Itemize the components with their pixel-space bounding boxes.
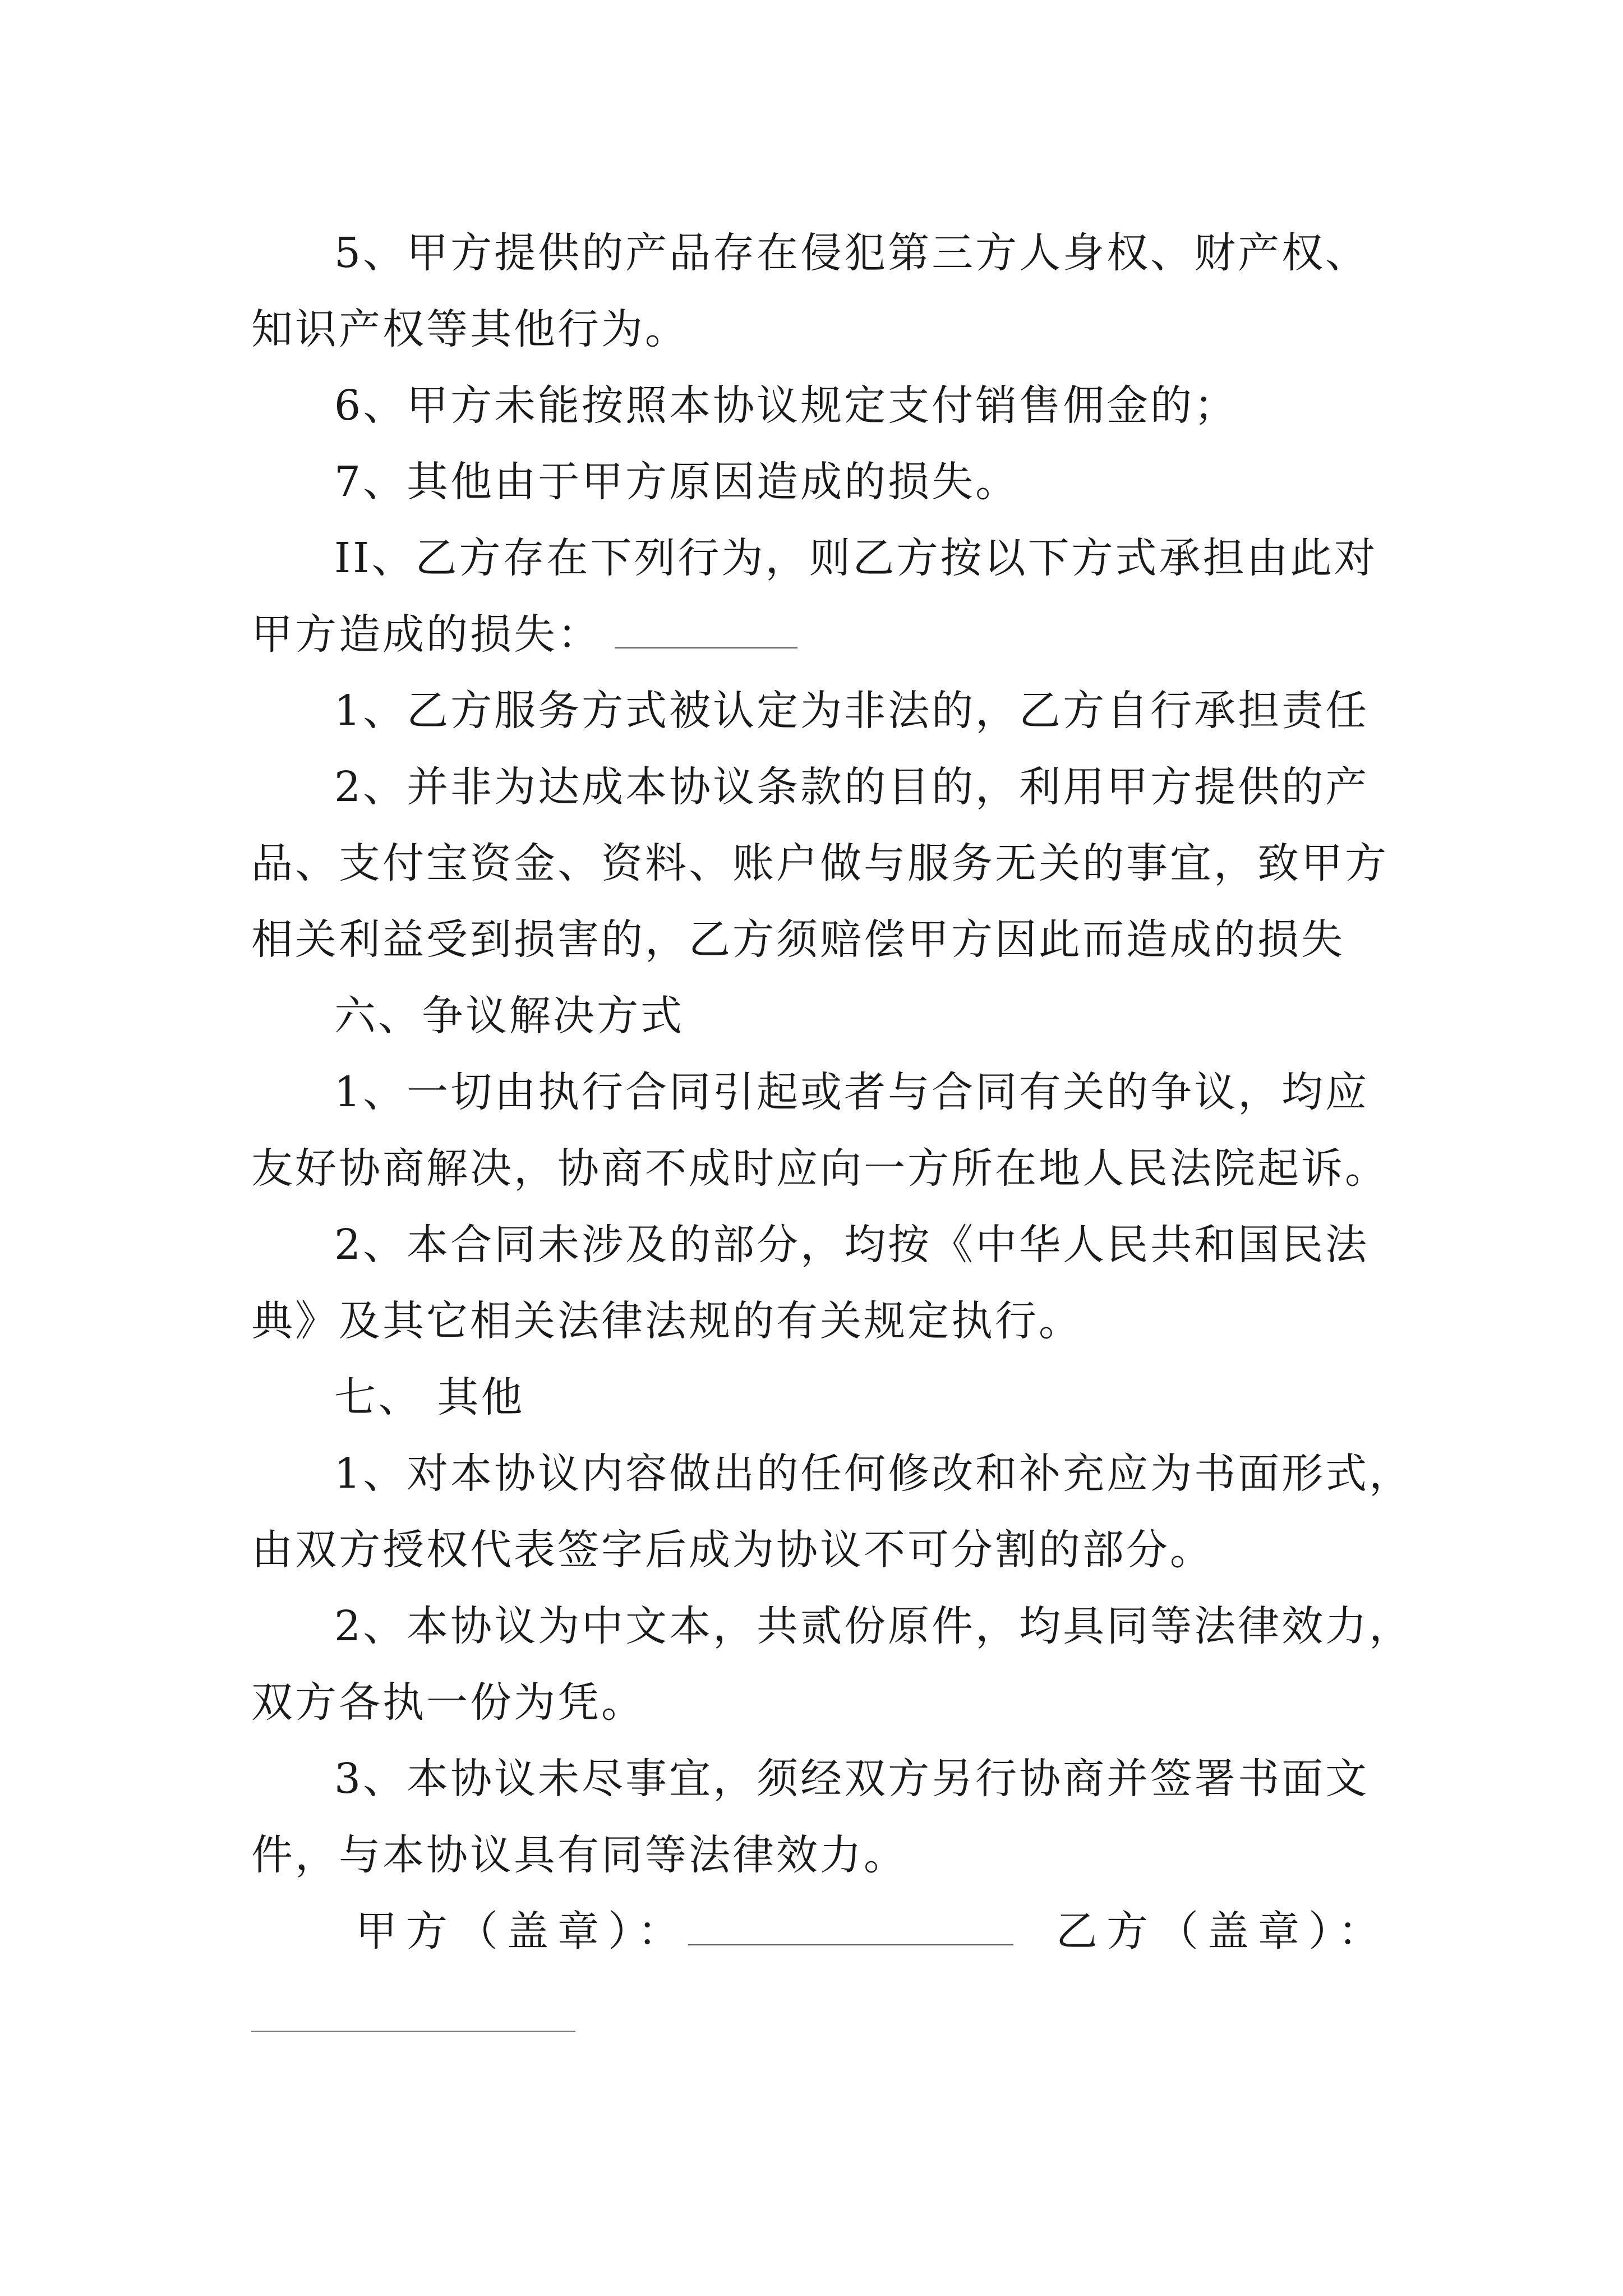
section-ii-item-2: 2、并非为达成本协议条款的目的，利用甲方提供的产 [334,763,1370,811]
clause-5-continued: 知识产权等其他行为。 [251,305,689,353]
section-6-item-2: 2、本合同未涉及的部分，均按《中华人民共和国民法 [334,1221,1370,1269]
section-ii-continued-text: 甲方造成的损失： [251,610,601,659]
section-6-item-2-continued: 典》及其它相关法律法规的有关规定执行。 [251,1297,1082,1345]
section-7-item-2-continued: 双方各执一份为凭。 [251,1678,645,1727]
clause-7: 7、其他由于甲方原因造成的损失。 [334,458,1020,506]
party-b-seal-label: 乙方（盖章）： [1056,1907,1389,1955]
clause-5: 5、甲方提供的产品存在侵犯第三方人身权、财产权、 [334,229,1370,277]
section-7-item-3-continued: 件，与本协议具有同等法律效力。 [251,1831,907,1879]
section-7-heading: 七、 其他 [334,1373,525,1421]
section-ii-heading: II、乙方存在下列行为，则乙方按以下方式承担由此对 [334,534,1378,582]
section-6-item-1-continued: 友好协商解决，协商不成时应向一方所在地人民法院起诉。 [251,1144,1389,1193]
document-body [251,215,1413,1970]
section-ii-continued [251,596,1384,673]
section-7-item-1-continued: 由双方授权代表签字后成为协议不可分割的部分。 [251,1526,1214,1574]
section-ii-item-2-continued-a: 品、支付宝资金、资料、账户做与服务无关的事宜，致甲方 [251,839,1389,887]
section-7-item-1: 1、对本协议内容做出的任何修改和补充应为书面形式， [334,1450,1413,1498]
party-b-signature-line [251,2031,575,2032]
section-6-heading: 六、争议解决方式 [334,992,684,1040]
party-a-seal-label: 甲方（盖章）： [356,1907,688,1955]
clause-6: 6、甲方未能按照本协议规定支付销售佣金的； [334,381,1238,430]
fill-in-blank [615,647,797,648]
signature-row [251,1893,1389,1970]
section-ii-item-1: 1、乙方服务方式被认定为非法的，乙方自行承担责任 [334,687,1370,735]
section-ii-item-2-continued-b: 相关利益受到损害的，乙方须赔偿甲方因此而造成的损失 [251,915,1345,964]
section-7-item-2: 2、本协议为中文本，共贰份原件，均具同等法律效力， [334,1602,1413,1650]
section-7-item-3: 3、本协议未尽事宜，须经双方另行协商并签署书面文 [334,1755,1370,1803]
section-6-item-1: 1、一切由执行合同引起或者与合同有关的争议，均应 [334,1068,1370,1116]
party-a-signature-line [688,1944,1013,1945]
